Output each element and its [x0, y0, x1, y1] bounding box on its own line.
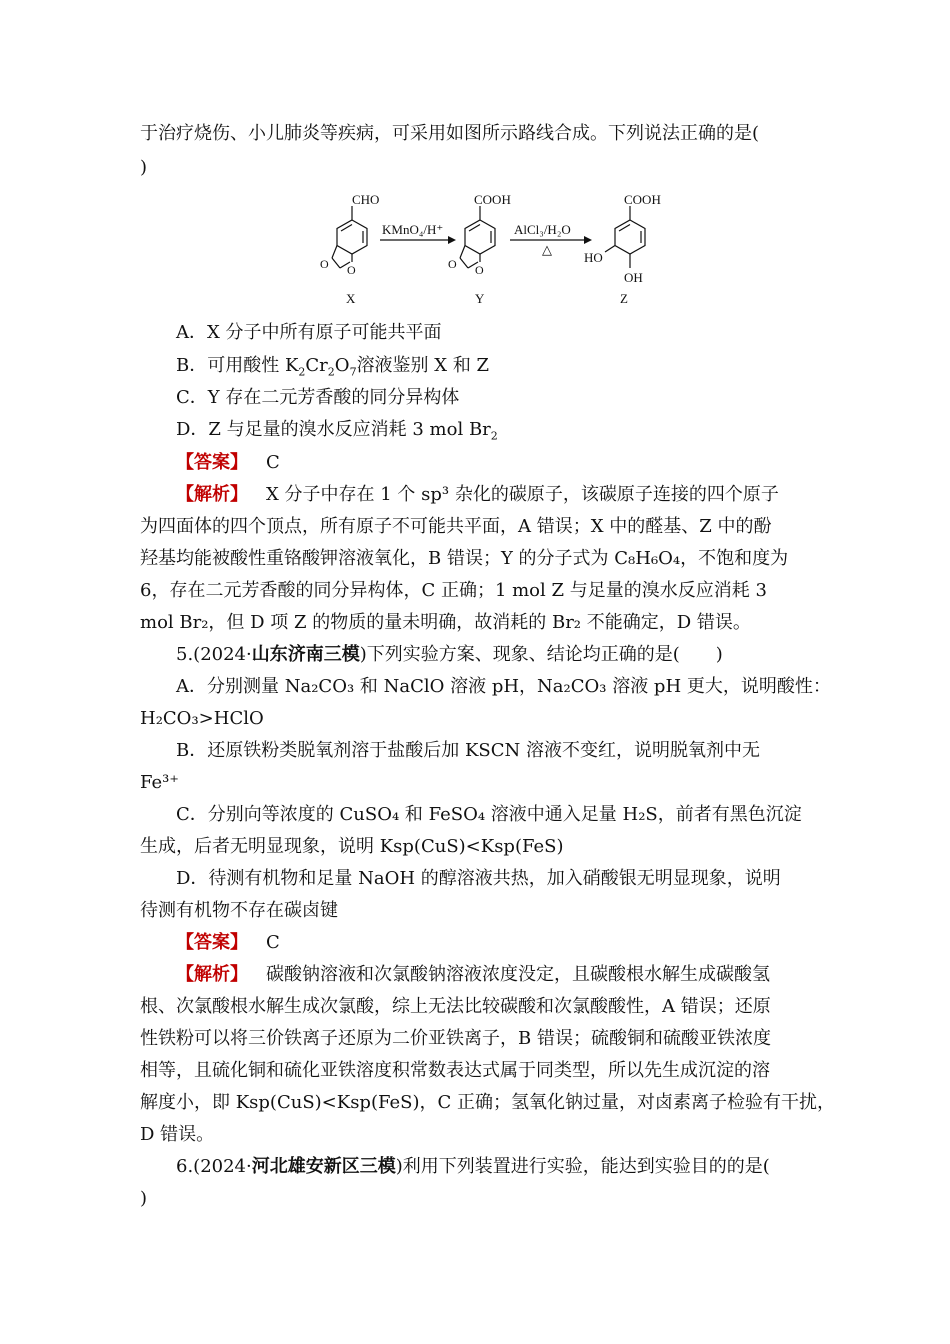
svg-text:O: O — [320, 257, 329, 271]
q4-option-d: D．Z 与足量的溴水反应消耗 3 mol $Br_2$ — [176, 419, 498, 443]
q6-stem-line2: ) — [140, 1188, 148, 1209]
q4-option-a: A．X 分子中所有原子可能共平面 — [176, 322, 442, 343]
q5-analysis-line4: 相等，且硫化铜和硫化亚铁溶度积常数表达式属于同类型，所以先生成沉淀的溶 — [140, 1060, 770, 1081]
q4-analysis-line4: 6，存在二元芳香酸的同分异构体，C 正确；1 mol Z 与足量的溴水反应消耗 3 — [140, 580, 767, 601]
q4-intro-line1: 于治疗烧伤、小儿肺炎等疾病，可采用如图所示路线合成。下列说法正确的是( — [140, 123, 760, 144]
q4-option-c: C．Y 存在二元芳香酸的同分异构体 — [176, 387, 460, 408]
reaction-scheme — [300, 190, 700, 315]
q5-option-a-line1: A．分别测量 Na₂CO₃ 和 NaClO 溶液 pH，Na₂CO₃ 溶液 pH 更大，说明酸性： — [176, 676, 831, 697]
svg-text:O: O — [448, 257, 457, 271]
label-z: Z — [620, 291, 628, 306]
reagent-1: KMnO₄/H⁺ — [382, 222, 444, 237]
q5-option-b-line2: Fe³⁺ — [140, 772, 179, 793]
q5-option-a-line2: H₂CO₃>HClO — [140, 708, 264, 729]
q5-analysis-line1: 【解析】 碳酸钠溶液和次氯酸钠溶液浓度没定，且碳酸根水解生成碳酸氢 — [176, 964, 770, 985]
q5-analysis-line5: 解度小，即 Ksp(CuS)<Ksp(FeS)，C 正确；氢氧化钠过量，对卤素离子检验有干扰， — [140, 1092, 835, 1113]
analysis-tag: 【解析】 — [176, 484, 248, 505]
answer-tag: 【答案】 — [176, 932, 248, 953]
z-oh-group: OH — [624, 270, 643, 285]
q4-intro-line2: ) — [140, 157, 148, 178]
q4-option-b: B．可用酸性 $K_2Cr_2O_7$溶液鉴别 X 和 Z — [176, 355, 490, 379]
reagent-2: AlCl₃/H₂O — [514, 222, 571, 237]
analysis-tag: 【解析】 — [176, 964, 248, 985]
svg-text:O: O — [475, 263, 484, 277]
q5-stem: 5.(2024·山东济南三模)下列实验方案、现象、结论均正确的是( ) — [176, 644, 723, 665]
label-x: X — [346, 291, 356, 306]
y-functional-group: COOH — [474, 192, 511, 207]
molecule-x — [332, 206, 367, 268]
q5-option-d-line2: 待测有机物不存在碳卤键 — [140, 900, 338, 921]
heat-condition: △ — [542, 242, 552, 257]
q5-answer: 【答案】 C — [176, 932, 280, 953]
z-functional-group: COOH — [624, 192, 661, 207]
q6-stem: 6.(2024·河北雄安新区三模)利用下列装置进行实验，能达到实验目的的是( — [176, 1156, 770, 1177]
q5-option-c-line1: C．分别向等浓度的 CuSO₄ 和 FeSO₄ 溶液中通入足量 H₂S，前者有黑色沉淀 — [176, 804, 802, 825]
q5-option-b-line1: B．还原铁粉类脱氧剂溶于盐酸后加 KSCN 溶液不变红，说明脱氧剂中无 — [176, 740, 760, 761]
q4-analysis-line1: 【解析】 X 分子中存在 1 个 sp³ 杂化的碳原子，该碳原子连接的四个原子 — [176, 484, 779, 505]
q4-analysis-line3: 羟基均能被酸性重铬酸钾溶液氧化，B 错误；Y 的分子式为 C₈H₆O₄，不饱和度为 — [140, 548, 789, 569]
q4-analysis-line5: mol Br₂，但 D 项 Z 的物质的量未明确，故消耗的 Br₂ 不能确定，D 错误。 — [140, 612, 751, 633]
q4-analysis-line2: 为四面体的四个顶点，所有原子不可能共平面，A 错误；X 中的醛基、Z 中的酚 — [140, 516, 772, 537]
answer-tag: 【答案】 — [176, 452, 248, 473]
molecule-z — [605, 206, 645, 268]
z-ho-group: HO — [584, 250, 603, 265]
svg-text:O: O — [347, 263, 356, 277]
q5-analysis-line6: D 错误。 — [140, 1124, 215, 1145]
q5-analysis-line3: 性铁粉可以将三价铁离子还原为二价亚铁离子，B 错误；硫酸铜和硫酸亚铁浓度 — [140, 1028, 771, 1049]
q5-option-d-line1: D．待测有机物和足量 NaOH 的醇溶液共热，加入硝酸银无明显现象，说明 — [176, 868, 781, 889]
x-functional-group: CHO — [352, 192, 380, 207]
label-y: Y — [475, 291, 485, 306]
q5-option-c-line2: 生成，后者无明显现象，说明 Ksp(CuS)<Ksp(FeS) — [140, 836, 564, 857]
molecule-y — [460, 206, 495, 268]
q5-analysis-line2: 根、次氯酸根水解生成次氯酸，综上无法比较碳酸和次氯酸酸性，A 错误；还原 — [140, 996, 771, 1017]
q4-answer: 【答案】 C — [176, 452, 280, 473]
